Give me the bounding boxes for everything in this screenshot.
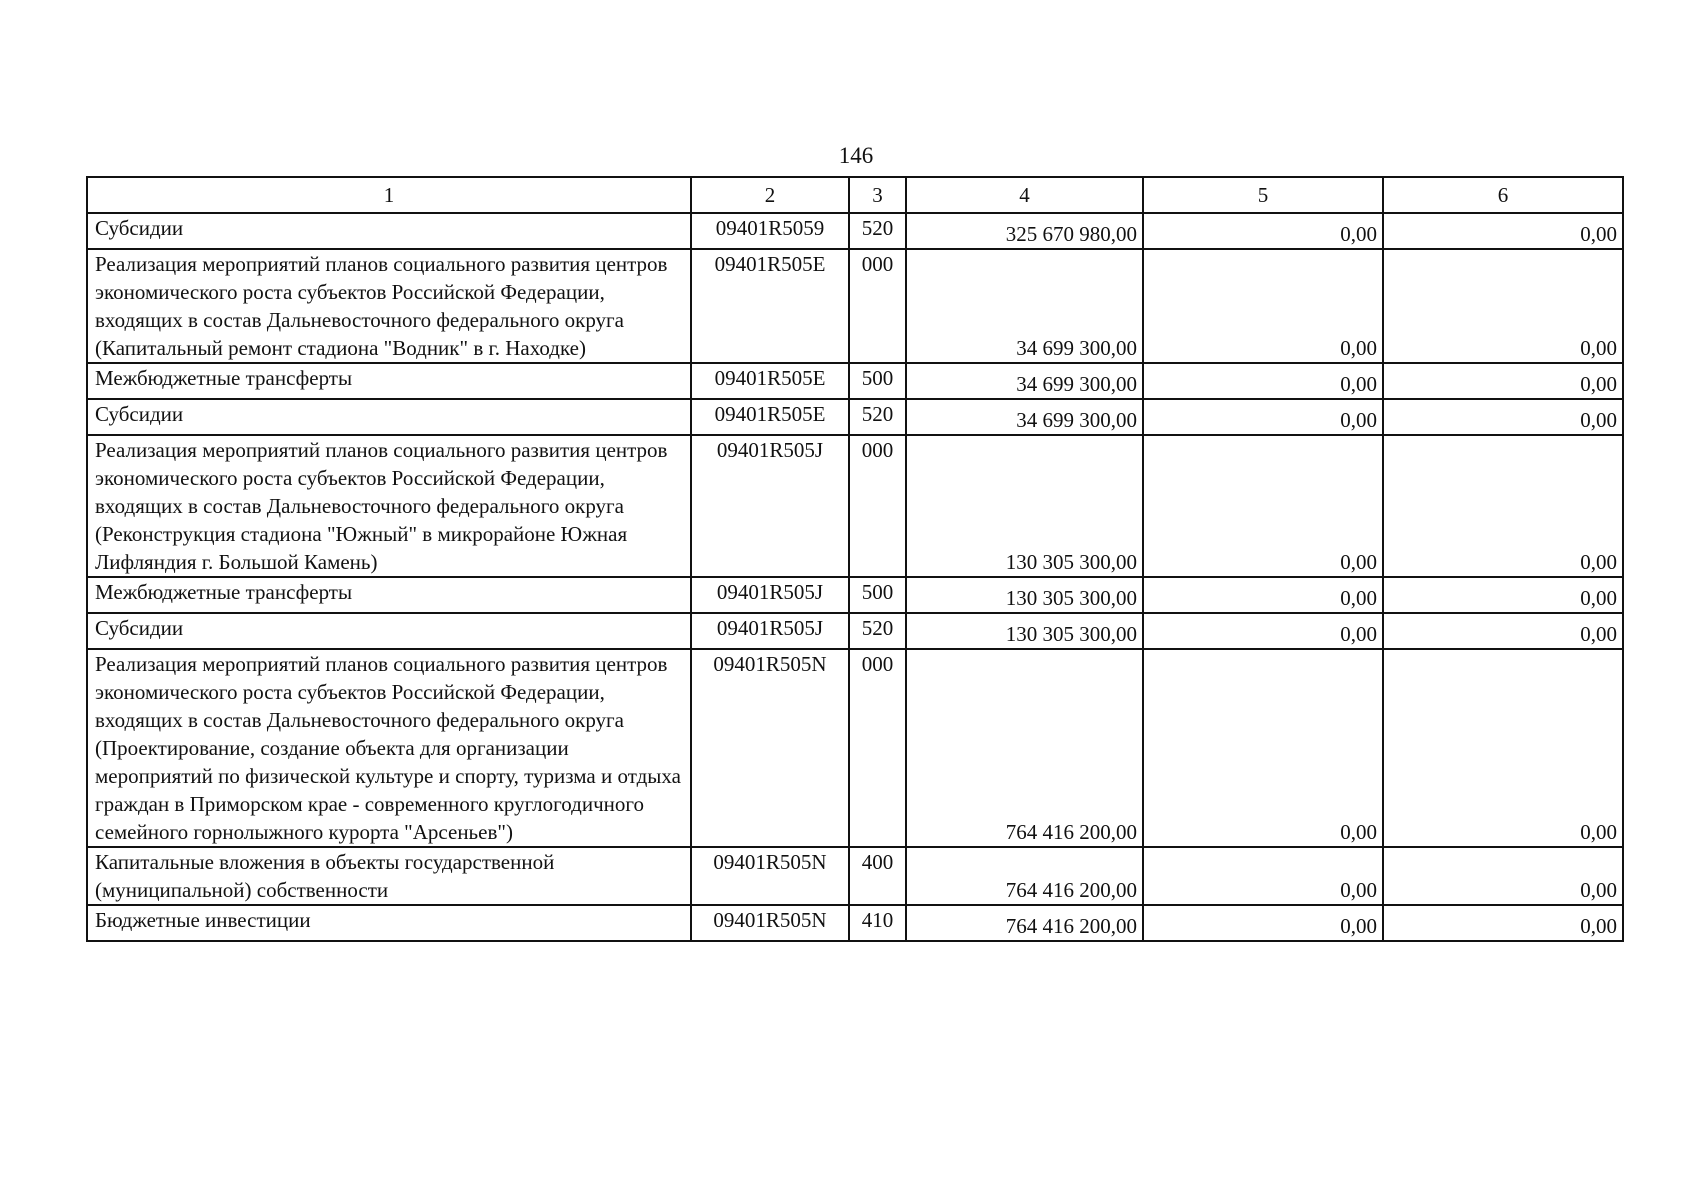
row-amount-col4-cell: 34 699 300,00 <box>906 249 1143 363</box>
row-expense-type-cell: 410 <box>849 905 906 941</box>
row-code-cell: 09401R505J <box>691 577 849 613</box>
table-row <box>87 213 1623 249</box>
row-amount-col6-cell: 0,00 <box>1383 435 1623 577</box>
row-amount-col4-cell: 764 416 200,00 <box>906 847 1143 905</box>
row-amount-col4-cell: 764 416 200,00 <box>906 905 1143 941</box>
row-expense-type-cell: 000 <box>849 249 906 363</box>
header-cell: 3 <box>849 177 906 213</box>
row-expense-type-cell: 000 <box>849 435 906 577</box>
row-name-cell: Реализация мероприятий планов социального развития центров экономического роста субъектов Российской Федерации, входящих в состав Дальневосточного федерального округа (Капитальный ремонт стадиона "Водник" в г. Находке) <box>87 249 691 363</box>
header-cell: 2 <box>691 177 849 213</box>
row-amount-col6-cell: 0,00 <box>1383 649 1623 847</box>
table-header-row <box>87 177 1623 213</box>
row-amount-col6-cell: 0,00 <box>1383 249 1623 363</box>
row-code-cell: 09401R505E <box>691 399 849 435</box>
row-code-cell: 09401R505N <box>691 649 849 847</box>
row-amount-col6-cell: 0,00 <box>1383 577 1623 613</box>
table-row <box>87 649 1623 847</box>
table-row <box>87 363 1623 399</box>
row-name-cell: Субсидии <box>87 613 691 649</box>
row-name-cell: Капитальные вложения в объекты государственной (муниципальной) собственности <box>87 847 691 905</box>
row-amount-col4-cell: 764 416 200,00 <box>906 649 1143 847</box>
row-name-cell: Реализация мероприятий планов социального развития центров экономического роста субъектов Российской Федерации, входящих в состав Дальневосточного федерального округа (Реконструкция стадиона "Южный" в микрорайоне Южная Лифляндия г. Большой Камень) <box>87 435 691 577</box>
row-code-cell: 09401R505J <box>691 613 849 649</box>
page-number: 146 <box>838 143 874 168</box>
header-cell: 1 <box>87 177 691 213</box>
table-row <box>87 249 1623 363</box>
row-amount-col5-cell: 0,00 <box>1143 435 1383 577</box>
row-code-cell: 09401R505N <box>691 847 849 905</box>
row-name-cell: Реализация мероприятий планов социального развития центров экономического роста субъектов Российской Федерации, входящих в состав Дальневосточного федерального округа (Проектирование, создание объекта для организации мероприятий по физической культуре и спорту, туризма и отдыха граждан в Приморском крае - современного круглогодичного семейного горнолыжного курорта "Арсеньев") <box>87 649 691 847</box>
row-expense-type-cell: 000 <box>849 649 906 847</box>
row-expense-type-cell: 520 <box>849 213 906 249</box>
row-amount-col6-cell: 0,00 <box>1383 613 1623 649</box>
header-cell: 4 <box>906 177 1143 213</box>
row-expense-type-cell: 520 <box>849 613 906 649</box>
row-amount-col6-cell: 0,00 <box>1383 213 1623 249</box>
row-code-cell: 09401R505E <box>691 249 849 363</box>
row-code-cell: 09401R505J <box>691 435 849 577</box>
table-row <box>87 613 1623 649</box>
row-amount-col5-cell: 0,00 <box>1143 847 1383 905</box>
row-amount-col5-cell: 0,00 <box>1143 649 1383 847</box>
row-amount-col5-cell: 0,00 <box>1143 905 1383 941</box>
row-amount-col5-cell: 0,00 <box>1143 249 1383 363</box>
row-code-cell: 09401R5059 <box>691 213 849 249</box>
row-amount-col6-cell: 0,00 <box>1383 905 1623 941</box>
row-amount-col5-cell: 0,00 <box>1143 613 1383 649</box>
row-code-cell: 09401R505E <box>691 363 849 399</box>
row-name-cell: Субсидии <box>87 399 691 435</box>
row-amount-col4-cell: 34 699 300,00 <box>906 399 1143 435</box>
row-amount-col5-cell: 0,00 <box>1143 213 1383 249</box>
row-amount-col5-cell: 0,00 <box>1143 363 1383 399</box>
row-amount-col5-cell: 0,00 <box>1143 399 1383 435</box>
row-amount-col6-cell: 0,00 <box>1383 847 1623 905</box>
table-row <box>87 905 1623 941</box>
row-expense-type-cell: 500 <box>849 363 906 399</box>
row-expense-type-cell: 500 <box>849 577 906 613</box>
row-expense-type-cell: 400 <box>849 847 906 905</box>
header-cell: 6 <box>1383 177 1623 213</box>
row-name-cell: Субсидии <box>87 213 691 249</box>
row-name-cell: Бюджетные инвестиции <box>87 905 691 941</box>
row-amount-col6-cell: 0,00 <box>1383 399 1623 435</box>
table-row <box>87 399 1623 435</box>
row-amount-col4-cell: 325 670 980,00 <box>906 213 1143 249</box>
row-expense-type-cell: 520 <box>849 399 906 435</box>
row-amount-col5-cell: 0,00 <box>1143 577 1383 613</box>
row-name-cell: Межбюджетные трансферты <box>87 363 691 399</box>
table-row <box>87 577 1623 613</box>
row-amount-col4-cell: 130 305 300,00 <box>906 613 1143 649</box>
table-row <box>87 435 1623 577</box>
row-amount-col4-cell: 130 305 300,00 <box>906 435 1143 577</box>
row-name-cell: Межбюджетные трансферты <box>87 577 691 613</box>
row-amount-col6-cell: 0,00 <box>1383 363 1623 399</box>
row-code-cell: 09401R505N <box>691 905 849 941</box>
header-cell: 5 <box>1143 177 1383 213</box>
table-body <box>87 213 1623 941</box>
row-amount-col4-cell: 130 305 300,00 <box>906 577 1143 613</box>
budget-table <box>86 176 1624 942</box>
table-row <box>87 847 1623 905</box>
row-amount-col4-cell: 34 699 300,00 <box>906 363 1143 399</box>
